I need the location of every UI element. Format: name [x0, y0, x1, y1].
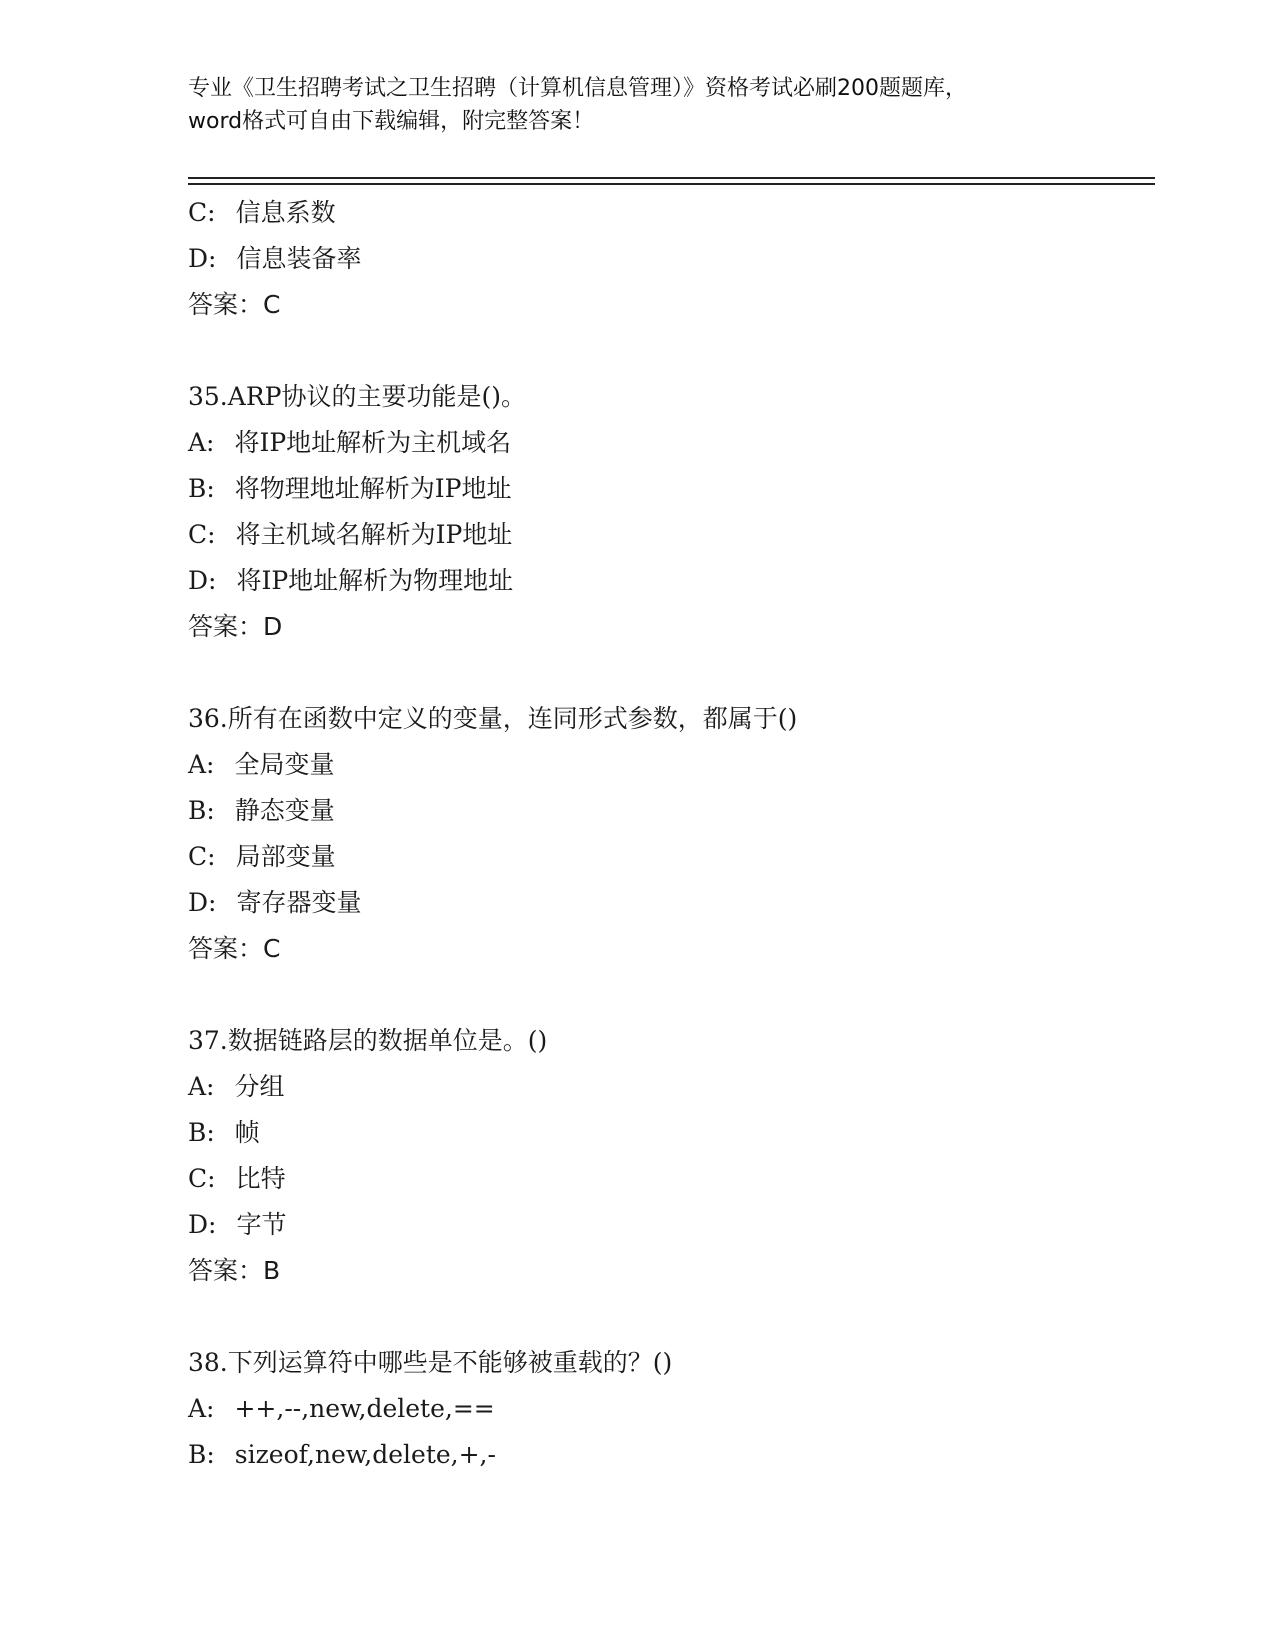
option-text: 局部变量	[235, 842, 336, 871]
option-row	[188, 236, 1148, 282]
option-row	[188, 1202, 1148, 1248]
option-text: 寄存器变量	[236, 888, 362, 917]
answer-line: 答案：C	[188, 290, 281, 319]
option-row	[188, 880, 1148, 926]
option-row	[188, 512, 1148, 558]
option-letter: D:	[188, 566, 217, 595]
option-letter: A:	[188, 428, 215, 457]
option-row	[188, 1386, 1148, 1432]
option-row	[188, 788, 1148, 834]
option-letter: B:	[188, 1440, 215, 1469]
option-row	[188, 834, 1148, 880]
option-text: 信息装备率	[236, 244, 362, 273]
option-text: 字节	[236, 1210, 287, 1239]
option-row	[188, 466, 1148, 512]
header-divider-bottom	[188, 183, 1155, 185]
option-letter: C:	[188, 520, 216, 549]
option-letter: B:	[188, 474, 215, 503]
answer-line: 答案：C	[188, 934, 281, 963]
question-stem: 35.ARP协议的主要功能是()。	[188, 382, 526, 411]
option-letter: D:	[188, 888, 217, 917]
option-row	[188, 420, 1148, 466]
option-letter: B:	[188, 1118, 215, 1147]
option-letter: C:	[188, 1164, 216, 1193]
header-title-line-1: 专业《卫生招聘考试之卫生招聘（计算机信息管理）》资格考试必刷200题题库，	[188, 76, 967, 101]
option-text: sizeof,new,delete,+,-	[234, 1440, 496, 1469]
answer-line: 答案：D	[188, 612, 283, 641]
option-text: 将物理地址解析为IP地址	[234, 474, 512, 503]
option-letter: C:	[188, 842, 216, 871]
document-header	[188, 72, 1088, 138]
option-text: 将IP地址解析为主机域名	[234, 428, 512, 457]
option-letter: A:	[188, 750, 215, 779]
option-text: 比特	[235, 1164, 286, 1193]
option-letter: B:	[188, 796, 215, 825]
option-text: 全局变量	[234, 750, 335, 779]
question-stem: 36.所有在函数中定义的变量，连同形式参数，都属于()	[188, 704, 798, 733]
option-text: ++,--,new,delete,==	[234, 1394, 495, 1423]
option-row	[188, 190, 1148, 236]
option-letter: C:	[188, 198, 216, 227]
question-stem: 38.下列运算符中哪些是不能够被重载的？()	[188, 1348, 673, 1377]
option-row	[188, 558, 1148, 604]
option-row	[188, 1110, 1148, 1156]
option-row	[188, 1156, 1148, 1202]
option-letter: A:	[188, 1072, 215, 1101]
answer-line: 答案：B	[188, 1256, 281, 1285]
option-row	[188, 742, 1148, 788]
question-list	[188, 190, 1148, 1478]
option-text: 将IP地址解析为物理地址	[236, 566, 514, 595]
option-row	[188, 1064, 1148, 1110]
option-text: 静态变量	[234, 796, 335, 825]
option-letter: D:	[188, 1210, 217, 1239]
option-letter: A:	[188, 1394, 215, 1423]
header-divider-top	[188, 177, 1155, 179]
question-stem: 37.数据链路层的数据单位是。()	[188, 1026, 548, 1055]
header-title-line-2: word格式可自由下载编辑，附完整答案！	[188, 109, 595, 134]
option-text: 分组	[234, 1072, 285, 1101]
option-text: 将主机域名解析为IP地址	[235, 520, 513, 549]
option-text: 信息系数	[235, 198, 336, 227]
option-letter: D:	[188, 244, 217, 273]
option-row	[188, 1432, 1148, 1478]
option-text: 帧	[234, 1118, 260, 1147]
